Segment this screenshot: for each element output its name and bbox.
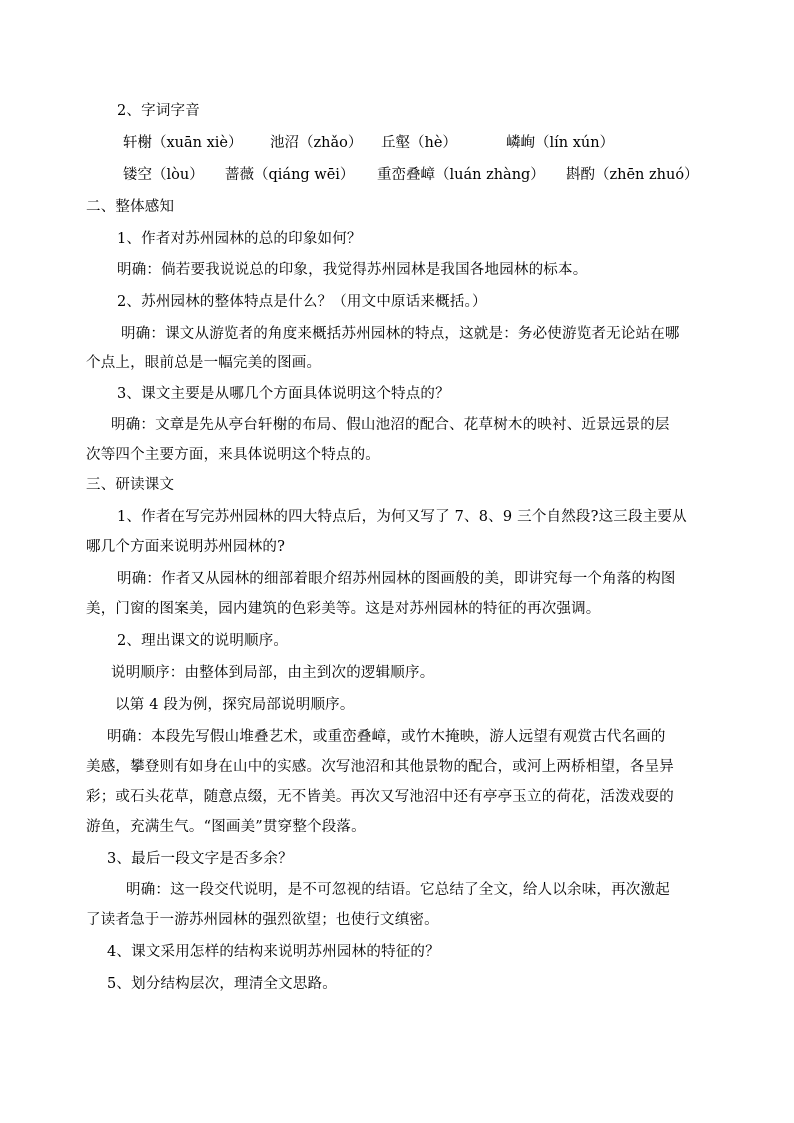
vocab-chizhao: 池沼（zhǎo） — [270, 135, 363, 151]
example-answer-line-3: 彩；或石头花草，随意点缀，无不皆美。再次又写池沼中还有亭亭玉立的荷花，活泼戏耍的 — [86, 789, 674, 805]
section-3-question-3: 3、最后一段文字是否多余？ — [107, 851, 293, 867]
section-3-answer-3-line-2: 了读者急于一游苏州园林的强烈欲望；也使行文缜密。 — [86, 912, 439, 928]
question-3: 3、课文主要是从哪几个方面具体说明这个特点的？ — [117, 386, 450, 402]
vocab-zhenzhuo: 斟酌（zhēn zhuó） — [566, 167, 699, 183]
question-1: 1、作者对苏州园林的总的印象如何？ — [117, 231, 362, 247]
section-3-answer-2: 说明顺序：由整体到局部，由主到次的逻辑顺序。 — [111, 665, 435, 681]
question-2: 2、苏州园林的整体特点是什么？（用文中原话来概括。） — [117, 294, 487, 310]
section-3-question-5: 5、划分结构层次，理清全文思路。 — [107, 976, 337, 992]
example-answer-line-4: 游鱼，充满生气。“图画美”贯穿整个段落。 — [86, 819, 366, 835]
item-title-pronunciation: 2、字词字音 — [117, 103, 200, 119]
vocab-loukong: 镂空（lòu） — [123, 167, 204, 183]
section-3-answer-1-line-1: 明确：作者又从园林的细部着眼介绍苏州园林的图画般的美，即讲究每一个角落的构图 — [117, 571, 676, 587]
heading-overall-perception: 二、整体感知 — [86, 199, 175, 215]
answer-2-line-1: 明确：课文从游览者的角度来概括苏州园林的特点，这就是：务必使游览者无论站在哪 — [121, 326, 680, 342]
section-3-answer-3-line-1: 明确：这一段交代说明，是不可忽视的结语。它总结了全文，给人以余味，再次激起 — [126, 882, 670, 898]
answer-2-line-2: 个点上，眼前总是一幅完美的图画。 — [86, 355, 322, 371]
vocab-chongluan: 重峦叠嶂（luán zhàng） — [377, 167, 545, 183]
vocab-qiuhe: 丘壑（hè） — [381, 135, 457, 151]
answer-3-line-1: 明确：文章是先从亭台轩榭的布局、假山池沼的配合、花草树木的映衬、近景远景的层 — [111, 417, 670, 433]
vocab-linxun: 嶙峋（lín xún） — [506, 135, 615, 151]
section-3-example-intro: 以第 4 段为例，探究局部说明顺序。 — [115, 697, 355, 713]
vocab-xuanxie: 轩榭（xuān xiè） — [123, 135, 243, 151]
section-3-question-1-line-2: 哪几个方面来说明苏州园林的? — [86, 539, 286, 555]
section-3-answer-1-line-2: 美，门窗的图案美，园内建筑的色彩美等。这是对苏州园林的特征的再次强调。 — [86, 601, 601, 617]
example-answer-line-1: 明确：本段先写假山堆叠艺术，或重峦叠嶂，或竹木掩映，游人远望有观赏古代名画的 — [107, 729, 666, 745]
vocab-qiangwei: 蔷薇（qiáng wēi） — [225, 167, 355, 183]
heading-close-reading: 三、研读课文 — [86, 477, 175, 493]
example-answer-line-2: 美感，攀登则有如身在山中的实感。次写池沼和其他景物的配合，或河上两桥相望，各呈异 — [86, 759, 674, 775]
section-3-question-4: 4、课文采用怎样的结构来说明苏州园林的特征的？ — [107, 944, 440, 960]
answer-3-line-2: 次等四个主要方面，来具体说明这个特点的。 — [86, 447, 380, 463]
answer-1: 明确：倘若要我说说总的印象，我觉得苏州园林是我国各地园林的标本。 — [117, 262, 588, 278]
section-3-question-2: 2、理出课文的说明顺序。 — [117, 633, 289, 649]
section-3-question-1-line-1: 1、作者在写完苏州园林的四大特点后，为何又写了 7、8、9 三个自然段?这三段主要从 — [117, 509, 687, 525]
